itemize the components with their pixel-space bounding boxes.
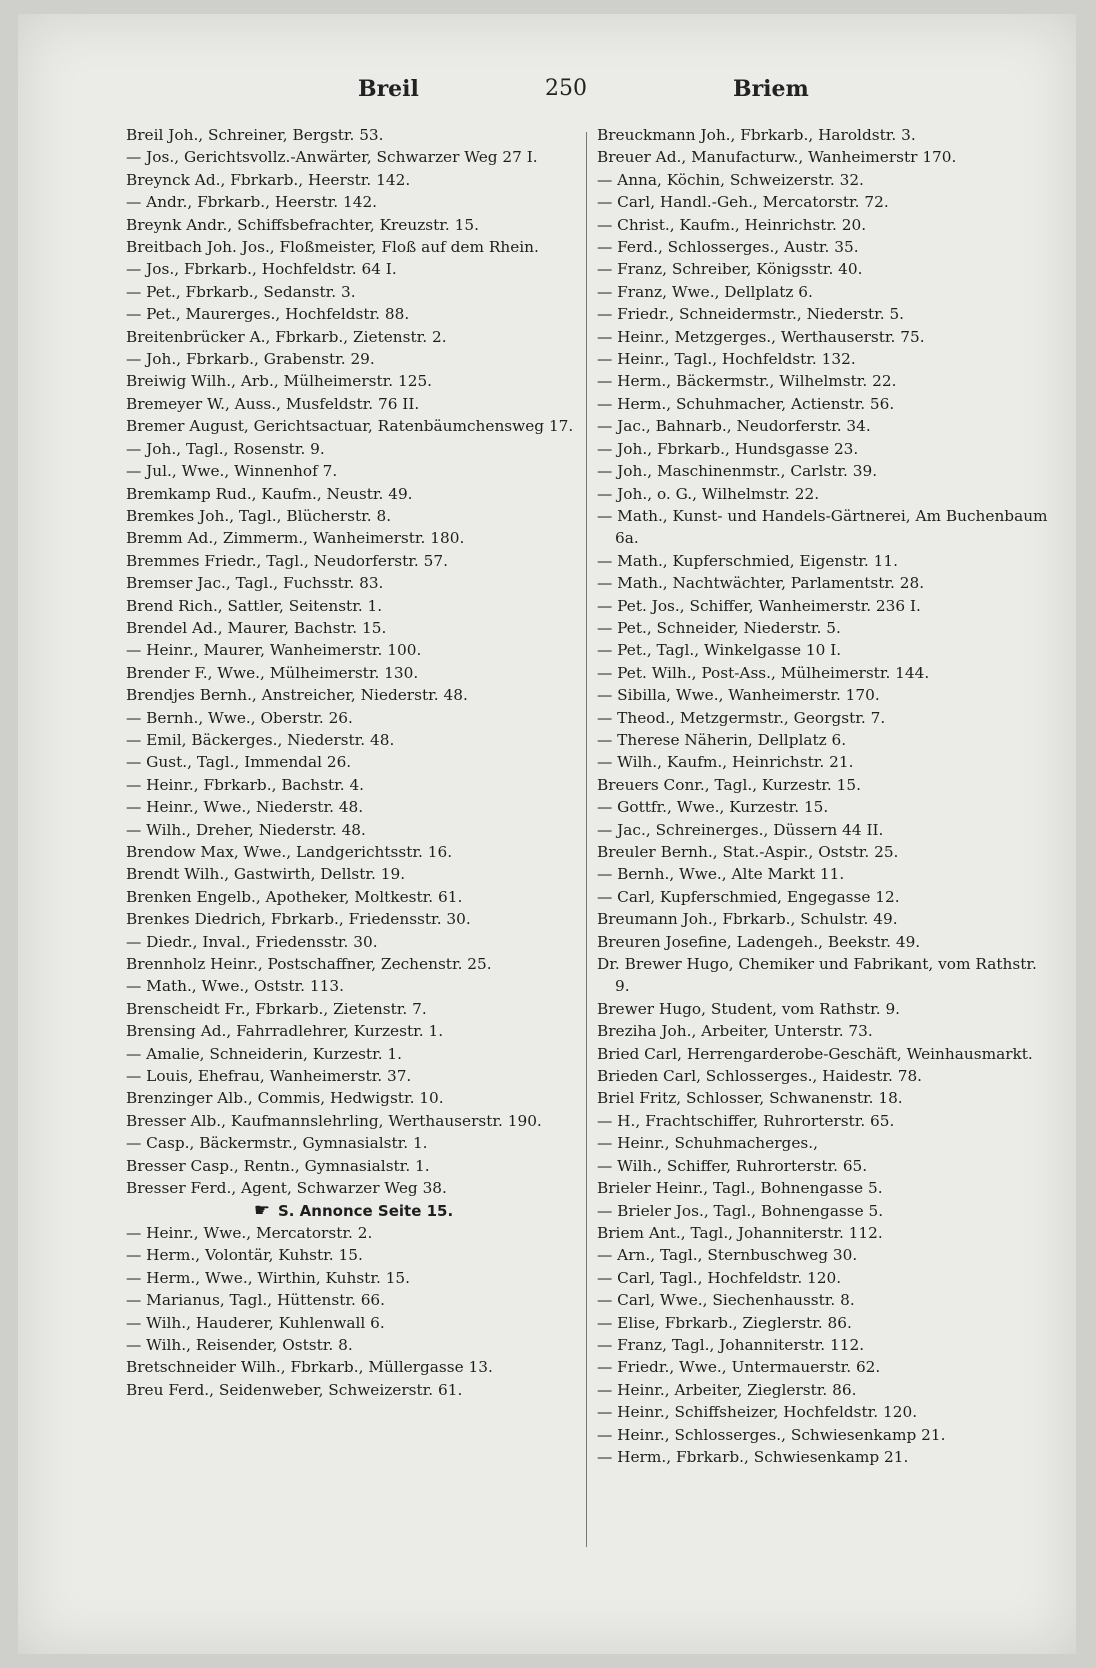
directory-entry: — Pet., Fbrkarb., Sedanstr. 3. (126, 282, 356, 301)
column-divider (586, 132, 587, 1547)
annonce-text: S. Annonce Seite 15. (277, 1201, 454, 1220)
directory-entry: Brend Rich., Sattler, Seitenstr. 1. (126, 596, 383, 615)
directory-entry: Bremer August, Gerichtsactuar, Ratenbäumchensweg 17. (126, 417, 574, 436)
directory-entry: — Franz, Schreiber, Königsstr. 40. (597, 260, 863, 279)
directory-entry: — Pet. Jos., Schiffer, Wanheimerstr. 236 I. (597, 596, 921, 615)
directory-entry: — Heinr., Schiffsheizer, Hochfeldstr. 120. (597, 1403, 918, 1422)
directory-entry: Bremeyer W., Auss., Musfeldstr. 76 II. (126, 394, 420, 413)
directory-entry: Breuckmann Joh., Fbrkarb., Haroldstr. 3. (597, 126, 916, 144)
directory-entry: — Carl, Kupferschmied, Engegasse 12. (597, 887, 900, 906)
directory-entry: Bremkamp Rud., Kaufm., Neustr. 49. (126, 484, 413, 503)
directory-entry: Brendt Wilh., Gastwirth, Dellstr. 19. (126, 865, 406, 884)
directory-entry: Breuer Ad., Manufacturw., Wanheimerstr 170. (597, 148, 957, 167)
directory-entry: Brenken Engelb., Apotheker, Moltkestr. 61. (126, 887, 463, 906)
directory-entry: Bremm Ad., Zimmerm., Wanheimerstr. 180. (126, 529, 465, 548)
directory-entry: — Jos., Gerichtsvollz.-Anwärter, Schwarzer Weg 27 I. (126, 148, 538, 167)
directory-entry: Breynk Andr., Schiffsbefrachter, Kreuzstr. 15. (126, 215, 479, 234)
directory-entry: Brendow Max, Wwe., Landgerichtsstr. 16. (126, 843, 453, 861)
directory-entry: — Heinr., Schuhmacherges., (597, 1134, 818, 1153)
directory-entry: Briem Ant., Tagl., Johanniterstr. 112. (597, 1223, 883, 1242)
directory-entry: — H., Frachtschiffer, Ruhrorterstr. 65. (597, 1111, 895, 1130)
pointing-hand-icon: ☛ (253, 1199, 270, 1221)
directory-entry: Bresser Alb., Kaufmannslehrling, Werthauserstr. 190. (126, 1111, 542, 1130)
directory-entry: — Diedr., Inval., Friedensstr. 30. (126, 932, 378, 951)
directory-entry: — Therese Näherin, Dellplatz 6. (597, 730, 847, 749)
directory-entry: — Herm., Fbrkarb., Schwiesenkamp 21. (597, 1447, 909, 1466)
directory-entry: — Wilh., Dreher, Niederstr. 48. (126, 820, 366, 839)
directory-entry: — Ferd., Schlosserges., Austr. 35. (597, 238, 859, 257)
directory-entry: — Math., Kunst- und Handels-Gärtnerei, Am Buchenbaum 6a. (597, 506, 1048, 548)
directory-entry: — Louis, Ehefrau, Wanheimerstr. 37. (126, 1067, 412, 1086)
directory-entry: Bremkes Joh., Tagl., Blücherstr. 8. (126, 506, 392, 525)
directory-entry: Brenscheidt Fr., Fbrkarb., Zietenstr. 7. (126, 999, 427, 1018)
directory-entry: — Heinr., Tagl., Hochfeldstr. 132. (597, 350, 856, 369)
directory-entry: — Heinr., Wwe., Niederstr. 48. (126, 798, 364, 817)
page-header (18, 76, 1076, 110)
directory-entry: — Joh., Fbrkarb., Hundsgasse 23. (597, 439, 859, 458)
directory-entry: Brenzinger Alb., Commis, Hedwigstr. 10. (126, 1089, 444, 1108)
directory-entry: — Pet., Tagl., Winkelgasse 10 I. (597, 641, 842, 660)
directory-entry: Breil Joh., Schreiner, Bergstr. 53. (126, 126, 384, 144)
directory-entry: — Wilh., Hauderer, Kuhlenwall 6. (126, 1313, 385, 1332)
directory-page (18, 14, 1076, 1654)
directory-entry: — Herm., Schuhmacher, Actienstr. 56. (597, 394, 895, 413)
directory-entry: Brenkes Diedrich, Fbrkarb., Friedensstr. 30. (126, 910, 471, 929)
directory-entry: Breynck Ad., Fbrkarb., Heerstr. 142. (126, 170, 411, 189)
directory-entry: — Herm., Bäckermstr., Wilhelmstr. 22. (597, 372, 897, 391)
directory-entry: Breitenbrücker A., Fbrkarb., Zietenstr. 2. (126, 327, 447, 346)
directory-entry: — Heinr., Fbrkarb., Bachstr. 4. (126, 775, 365, 794)
directory-entry: — Heinr., Maurer, Wanheimerstr. 100. (126, 641, 422, 660)
directory-entry: — Jul., Wwe., Winnenhof 7. (126, 462, 338, 481)
directory-entry: — Marianus, Tagl., Hüttenstr. 66. (126, 1291, 386, 1310)
directory-entry: Breuler Bernh., Stat.-Aspir., Oststr. 25. (597, 843, 899, 861)
directory-entry: — Franz, Wwe., Dellplatz 6. (597, 282, 813, 301)
directory-entry: Dr. Brewer Hugo, Chemiker und Fabrikant, vom Rathstr. 9. (597, 955, 1037, 996)
directory-entry: — Jac., Bahnarb., Neudorferstr. 34. (597, 417, 871, 436)
directory-entry: — Math., Wwe., Oststr. 113. (126, 977, 344, 996)
annonce-note (126, 1200, 581, 1222)
directory-entry: Brennholz Heinr., Postschaffner, Zechenstr. 25. (126, 955, 492, 974)
directory-entry: — Carl, Wwe., Siechenhausstr. 8. (597, 1291, 855, 1310)
directory-entry: — Arn., Tagl., Sternbuschweg 30. (597, 1246, 858, 1265)
directory-entry: — Heinr., Metzgerges., Werthauserstr. 75. (597, 327, 925, 346)
directory-entry: — Amalie, Schneiderin, Kurzestr. 1. (126, 1044, 403, 1063)
directory-entry: Brensing Ad., Fahrradlehrer, Kurzestr. 1. (126, 1022, 444, 1041)
directory-entry: Breitbach Joh. Jos., Floßmeister, Floß auf dem Rhein. (126, 238, 539, 257)
directory-entry: — Jac., Schreinerges., Düssern 44 II. (597, 820, 884, 839)
page-number: 250 (545, 76, 587, 101)
directory-entry: Breuers Conr., Tagl., Kurzestr. 15. (597, 775, 861, 794)
directory-entry: Brieden Carl, Schlosserges., Haidestr. 78. (597, 1067, 923, 1086)
directory-entry: Breumann Joh., Fbrkarb., Schulstr. 49. (597, 910, 898, 929)
directory-entry: Briel Fritz, Schlosser, Schwanenstr. 18. (597, 1089, 903, 1108)
directory-entry: — Heinr., Wwe., Mercatorstr. 2. (126, 1223, 373, 1242)
directory-entry: Bremmes Friedr., Tagl., Neudorferstr. 57. (126, 551, 448, 570)
directory-entry: — Pet., Maurerges., Hochfeldstr. 88. (126, 305, 410, 324)
left-column (126, 124, 581, 1401)
directory-entry: — Casp., Bäckermstr., Gymnasialstr. 1. (126, 1134, 428, 1153)
directory-entry: — Bernh., Wwe., Alte Markt 11. (597, 865, 845, 884)
directory-entry: — Math., Nachtwächter, Parlamentstr. 28. (597, 574, 925, 593)
directory-entry: — Herm., Wwe., Wirthin, Kuhstr. 15. (126, 1268, 411, 1287)
directory-entry: — Theod., Metzgermstr., Georgstr. 7. (597, 708, 886, 727)
directory-entry: — Franz, Tagl., Johanniterstr. 112. (597, 1335, 865, 1354)
directory-entry: — Carl, Tagl., Hochfeldstr. 120. (597, 1268, 842, 1287)
directory-entry: Breziha Joh., Arbeiter, Unterstr. 73. (597, 1022, 873, 1041)
directory-entry: — Pet., Schneider, Niederstr. 5. (597, 618, 841, 637)
directory-entry: — Andr., Fbrkarb., Heerstr. 142. (126, 193, 378, 212)
directory-entry: — Friedr., Schneidermstr., Niederstr. 5. (597, 305, 905, 324)
header-right-keyword: Briem (733, 76, 809, 102)
right-column (597, 124, 1049, 1468)
directory-entry: — Christ., Kaufm., Heinrichstr. 20. (597, 215, 867, 234)
directory-entry: Breu Ferd., Seidenweber, Schweizerstr. 61. (126, 1380, 463, 1399)
directory-entry: — Friedr., Wwe., Untermauerstr. 62. (597, 1358, 881, 1377)
directory-entry: Brewer Hugo, Student, vom Rathstr. 9. (597, 999, 901, 1018)
directory-entry: — Joh., Tagl., Rosenstr. 9. (126, 439, 325, 458)
directory-entry: — Joh., Maschinenmstr., Carlstr. 39. (597, 462, 878, 481)
directory-entry: Bresser Ferd., Agent, Schwarzer Weg 38. (126, 1179, 447, 1198)
directory-entry: — Carl, Handl.-Geh., Mercatorstr. 72. (597, 193, 889, 212)
directory-entry: — Gust., Tagl., Immendal 26. (126, 753, 352, 772)
directory-entry: — Joh., o. G., Wilhelmstr. 22. (597, 484, 820, 503)
directory-entry: Brendjes Bernh., Anstreicher, Niederstr. 48. (126, 686, 468, 705)
directory-entry: — Herm., Volontär, Kuhstr. 15. (126, 1246, 363, 1265)
directory-entry: — Elise, Fbrkarb., Zieglerstr. 86. (597, 1313, 852, 1332)
directory-entry: — Pet. Wilh., Post-Ass., Mülheimerstr. 144. (597, 663, 930, 682)
header-left-keyword: Breil (358, 76, 419, 102)
directory-entry: — Heinr., Arbeiter, Zieglerstr. 86. (597, 1380, 857, 1399)
directory-entry: Brendel Ad., Maurer, Bachstr. 15. (126, 618, 387, 637)
directory-entry: Brieler Heinr., Tagl., Bohnengasse 5. (597, 1179, 883, 1198)
directory-entry: — Gottfr., Wwe., Kurzestr. 15. (597, 798, 829, 817)
directory-entry: Bretschneider Wilh., Fbrkarb., Müllergasse 13. (126, 1358, 493, 1377)
directory-entry: Breiwig Wilh., Arb., Mülheimerstr. 125. (126, 372, 433, 391)
directory-entry: Bried Carl, Herrengarderobe-Geschäft, Weinhausmarkt. (597, 1044, 1033, 1063)
directory-entry: — Jos., Fbrkarb., Hochfeldstr. 64 I. (126, 260, 397, 279)
directory-entry: — Joh., Fbrkarb., Grabenstr. 29. (126, 350, 375, 369)
directory-entry: — Heinr., Schlosserges., Schwiesenkamp 21. (597, 1425, 946, 1444)
directory-entry: — Brieler Jos., Tagl., Bohnengasse 5. (597, 1201, 884, 1220)
directory-entry: — Bernh., Wwe., Oberstr. 26. (126, 708, 353, 727)
directory-entry: Bresser Casp., Rentn., Gymnasialstr. 1. (126, 1156, 430, 1175)
directory-entry: — Math., Kupferschmied, Eigenstr. 11. (597, 551, 898, 570)
directory-entry: — Wilh., Schiffer, Ruhrorterstr. 65. (597, 1156, 868, 1175)
directory-entry: — Anna, Köchin, Schweizerstr. 32. (597, 170, 864, 189)
directory-entry: — Sibilla, Wwe., Wanheimerstr. 170. (597, 686, 880, 705)
directory-entry: — Wilh., Kaufm., Heinrichstr. 21. (597, 753, 854, 772)
directory-entry: — Emil, Bäckerges., Niederstr. 48. (126, 730, 395, 749)
directory-entry: — Wilh., Reisender, Oststr. 8. (126, 1335, 353, 1354)
directory-entry: Bremser Jac., Tagl., Fuchsstr. 83. (126, 574, 384, 593)
directory-entry: Brender F., Wwe., Mülheimerstr. 130. (126, 663, 419, 682)
directory-entry: Breuren Josefine, Ladengeh., Beekstr. 49. (597, 932, 921, 951)
